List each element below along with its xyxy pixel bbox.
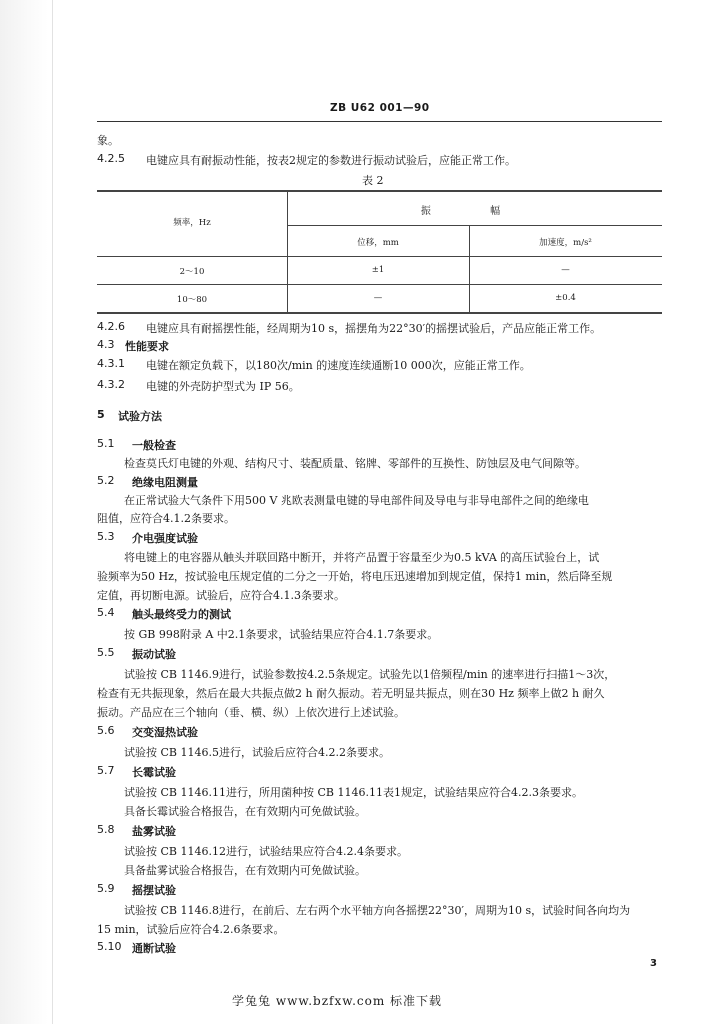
table-caption: 表 2 bbox=[362, 174, 384, 187]
paragraph-line: 定值，再切断电源。试验后，应符合4.1.3条要求。 bbox=[97, 589, 345, 602]
section-number: 5.5 bbox=[97, 646, 115, 659]
paragraph-line: 检查莫氏灯电键的外观、结构尺寸、装配质量、铭牌、零部件的互换性、防蚀层及电气间隙等。 bbox=[124, 457, 586, 470]
paragraph-line: 验频率为50 Hz，按试验电压规定值的二分之一开始，将电压迅速增加到规定值，保持1 min，然后降至规 bbox=[97, 570, 613, 583]
paragraph-line: 试验按 CB 1146.9进行，试验参数按4.2.5条规定。试验先以1倍频程/min 的速率进行扫描1～3次， bbox=[124, 668, 616, 681]
paragraph-line: 将电键上的电容器从触头并联回路中断开，并将产品置于容量至少为0.5 kVA 的高压试验台上，试 bbox=[124, 551, 600, 564]
section-title: 振动试验 bbox=[132, 648, 176, 661]
paragraph-line: 阻值，应符合4.1.2条要求。 bbox=[97, 512, 235, 525]
paragraph-line: 试验按 CB 1146.5进行，试验后应符合4.2.2条要求。 bbox=[124, 746, 390, 759]
col-amplitude-header: 振 幅 bbox=[420, 206, 529, 217]
paragraph-line: 试验按 CB 1146.11进行，所用菌种按 CB 1146.11表1规定，试验结果应符合4.2.3条要求。 bbox=[124, 786, 583, 799]
clause-number: 4.2.6 bbox=[97, 320, 125, 333]
section-number: 5.9 bbox=[97, 882, 115, 895]
section-title: 一般检查 bbox=[132, 439, 176, 452]
paragraph-line: 试验按 CB 1146.12进行，试验结果应符合4.2.4条要求。 bbox=[124, 845, 408, 858]
section-number: 5 bbox=[97, 408, 105, 421]
col-frequency-header: 频率，Hz bbox=[173, 218, 211, 228]
clause-text: 电键应具有耐振动性能，按表2规定的参数进行振动试验后，应能正常工作。 bbox=[146, 154, 516, 167]
paragraph-line: 15 min，试验后应符合4.2.6条要求。 bbox=[97, 923, 285, 936]
section-number: 5.1 bbox=[97, 437, 115, 450]
clause-text: 电键在额定负载下，以180次/min 的速度连续通断10 000次，应能正常工作。 bbox=[146, 359, 531, 372]
section-number: 5.3 bbox=[97, 530, 115, 543]
table-cell: 10～80 bbox=[176, 295, 208, 305]
footer-watermark: 学兔兔 www.bzfxw.com 标准下载 bbox=[232, 994, 443, 1008]
clause-number: 4.3 bbox=[97, 338, 115, 351]
header-rule bbox=[97, 121, 662, 122]
col-displacement-header: 位移，mm bbox=[357, 238, 399, 248]
clause-text: 电键的外壳防护型式为 IP 56。 bbox=[146, 380, 300, 393]
col-acceleration-header: 加速度，m/s² bbox=[539, 238, 592, 248]
section-number: 5.6 bbox=[97, 724, 115, 737]
section-title: 通断试验 bbox=[132, 942, 176, 955]
clause-text: 电键应具有耐摇摆性能，经周期为10 s，摇摆角为22°30′的摇摆试验后，产品应能正常工作。 bbox=[146, 322, 602, 335]
paragraph-line: 具备盐雾试验合格报告，在有效期内可免做试验。 bbox=[124, 864, 366, 877]
clause-title: 性能要求 bbox=[125, 340, 169, 353]
paragraph-line: 在正常试验大气条件下用500 V 兆欧表测量电键的导电部件间及导电与非导电部件之间的绝缘电 bbox=[124, 494, 589, 507]
paragraph-line: 振动。产品应在三个轴向（垂、横、纵）上依次进行上述试验。 bbox=[97, 706, 405, 719]
section-title: 长霉试验 bbox=[132, 766, 176, 779]
table-cell: ±1 bbox=[371, 265, 385, 275]
section-title: 盐雾试验 bbox=[132, 825, 176, 838]
paragraph-line: 检查有无共振现象，然后在最大共振点做2 h 耐久振动。若无明显共振点，则在30 Hz 频率上做2 h 耐久 bbox=[97, 687, 605, 700]
paragraph-line: 试验按 CB 1146.8进行，在前后、左右两个水平轴方向各摇摆22°30′，周期为10 s，试验时间各向均为 bbox=[124, 904, 631, 917]
paragraph-line: 具备长霉试验合格报告，在有效期内可免做试验。 bbox=[124, 805, 366, 818]
section-number: 5.2 bbox=[97, 474, 115, 487]
section-title: 介电强度试验 bbox=[132, 532, 198, 545]
section-number: 5.10 bbox=[97, 940, 122, 953]
section-title: 摇摆试验 bbox=[132, 884, 176, 897]
section-title: 交变湿热试验 bbox=[132, 726, 198, 739]
section-number: 5.7 bbox=[97, 764, 115, 777]
table-cell: ±0.4 bbox=[555, 293, 576, 303]
table-cell: 2～10 bbox=[179, 267, 205, 277]
section-number: 5.8 bbox=[97, 823, 115, 836]
clause-number: 4.2.5 bbox=[97, 152, 125, 165]
section-title: 绝缘电阻测量 bbox=[132, 476, 198, 489]
scan-edge-shadow bbox=[0, 0, 48, 1024]
clause-number: 4.3.1 bbox=[97, 357, 125, 370]
scan-edge-line bbox=[52, 0, 53, 1024]
continuation-text: 象。 bbox=[97, 134, 119, 147]
clause-number: 4.3.2 bbox=[97, 378, 125, 391]
section-title: 触头最终受力的测试 bbox=[132, 608, 231, 621]
table-cell: — bbox=[373, 293, 383, 303]
standard-number: ZB U62 001—90 bbox=[330, 102, 430, 114]
section-title: 试验方法 bbox=[118, 410, 162, 423]
table-cell: — bbox=[561, 265, 570, 275]
page-number: 3 bbox=[650, 958, 657, 969]
paragraph-line: 按 GB 998附录 A 中2.1条要求，试验结果应符合4.1.7条要求。 bbox=[124, 628, 439, 641]
section-number: 5.4 bbox=[97, 606, 115, 619]
